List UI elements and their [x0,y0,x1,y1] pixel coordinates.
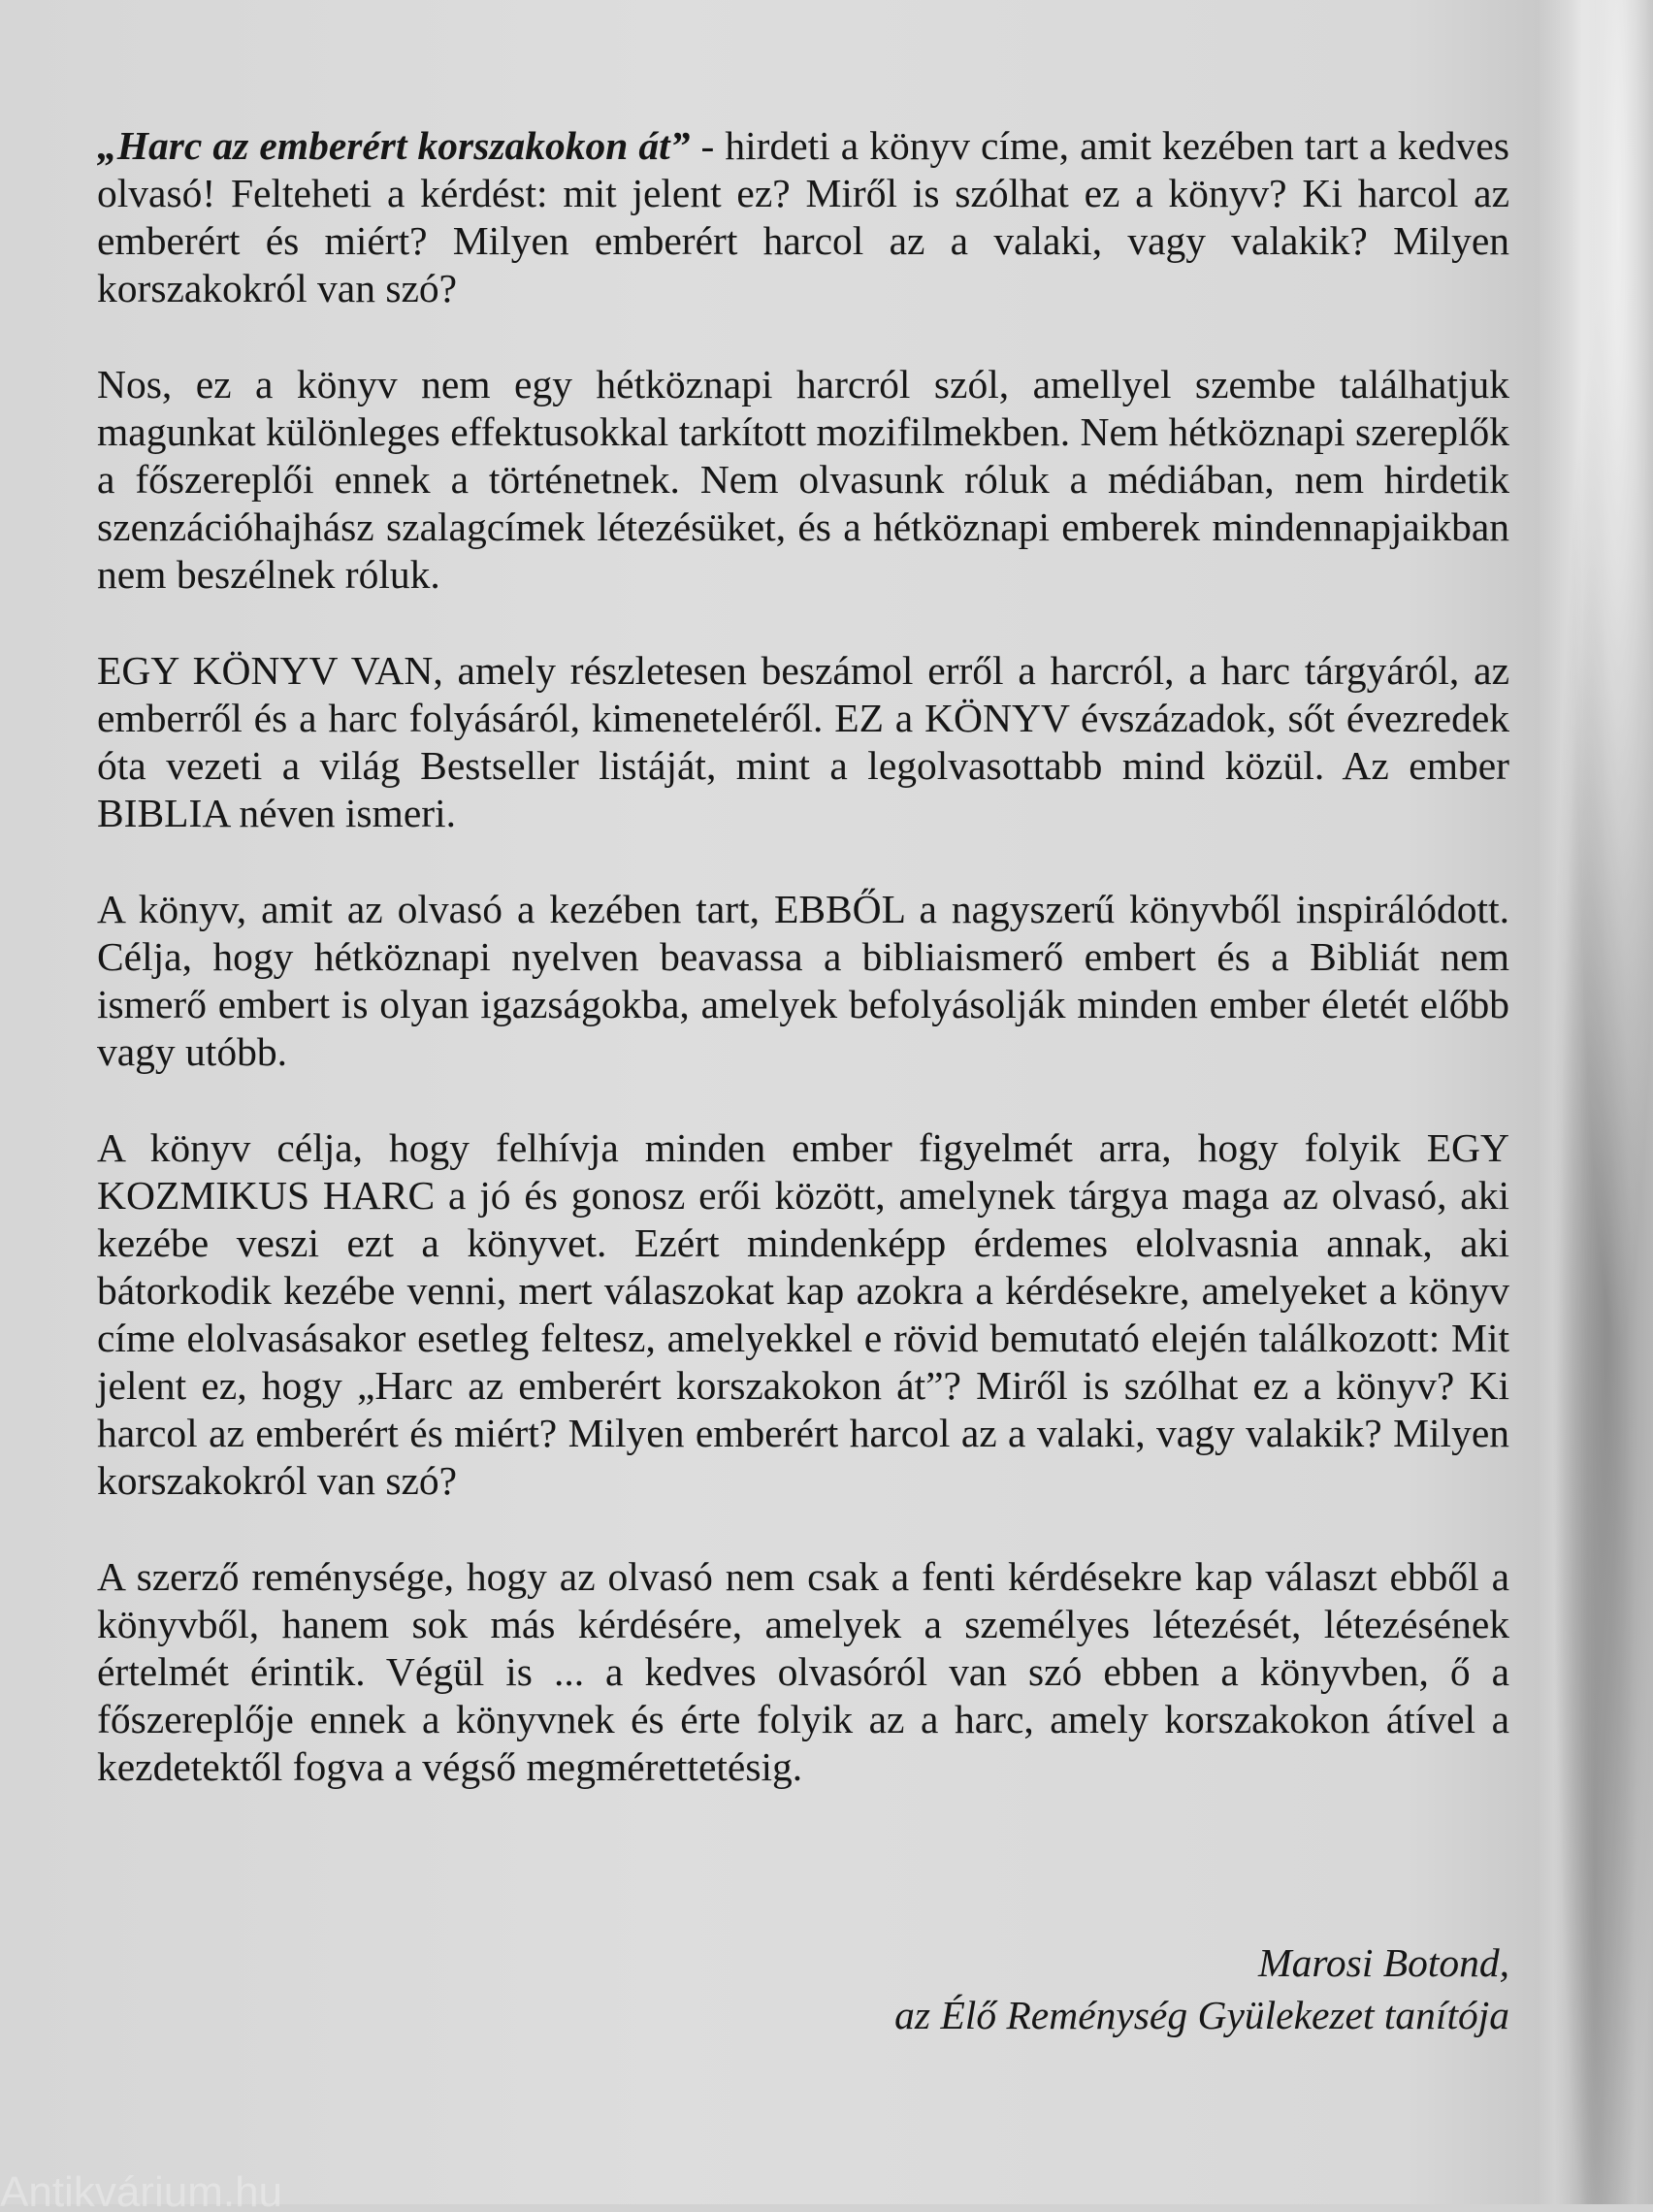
paragraph-1 [97,122,1509,312]
signature [97,1936,1509,2041]
author-name: Marosi Botond, [1258,1940,1509,1985]
blurb-text [97,122,1509,1839]
paragraph-2: Nos, ez a könyv nem egy hétköznapi harcról szól, amellyel szembe találhatjuk magunkat különleges effektusokkal tarkított mozifilmekben. Nem hétköznapi szereplők a főszereplői ennek a történetnek. Nem olvasunk róluk a médiában, nem hirdetik szenzációhajhász szalagcímek létezésüket, és a hétköznapi emberek mindennapjaikban nem beszélnek róluk. [97,362,1509,597]
paragraph-5: A könyv célja, hogy felhívja minden ember figyelmét arra, hogy folyik EGY KOZMIKUS HARC a jó és gonosz erői között, amelynek tárgya maga az olvasó, aki kezébe veszi ezt a könyvet. Ezért mindenképp érdemes elolvasnia annak, aki bátorkodik kezébe venni, mert válaszokat kap azokra a kérdésekre, amelyeket a könyv címe elolvasásakor esetleg feltesz, amelyekkel e rövid bemutató elején találkozott: Mit jelent ez, hogy „Harc az emberért korszakokon át”? Miről is szólhat ez a könyv? Ki harcol az emberért és miért? Milyen emberért harcol az a valaki, vagy valakik? Milyen korszakokról van szó? [97,1125,1509,1503]
paragraph-4: A könyv, amit az olvasó a kezében tart, EBBŐL a nagyszerű könyvből inspirálódott. Célja, hogy hétköznapi nyelven beavassa a bibliaismerő embert és a Bibliát nem ismerő embert is olyan igazságokba, amelyek befolyásolják minden ember életét előbb vagy utóbb. [97,887,1509,1074]
paragraph-6: A szerző reménysége, hogy az olvasó nem csak a fenti kérdésekre kap választ ebből a könyvből, hanem sok más kérdésére, amelyek a személyes létezését, létezésének értelmét érintik. Végül is ... a kedves olvasóról van szó ebben a könyvben, ő a főszereplője ennek a könyvnek és érte folyik az a harc, amely korszakokon átível a kezdetektől fogva a végső megmérettetésig. [97,1554,1509,1789]
author-role: az Élő Reménység Gyülekezet tanítója [894,1993,1509,2037]
paragraph-3: EGY KÖNYV VAN, amely részletesen beszámol erről a harcról, a harc tárgyáról, az emberről és a harc folyásáról, kimeneteléről. EZ a KÖNYV évszázadok, sőt évezredek óta vezeti a világ Bestseller listáját, mint a legolvasottabb mind közül. Az ember BIBLIA néven ismeri. [97,648,1509,835]
paragraph-1-text: - hirdeti a könyv címe, amit kezében tart a kedves olvasó! Felteheti a kérdést: mit jelent ez? Miről is szólhat ez a könyv? Ki harcol az emberért és miért? Milyen emberért harcol az a valaki, vagy valakik? Milyen korszakokról van szó? [97,123,1509,310]
watermark: Antikvárium.hu [0,2173,283,2212]
page-edge-shadow [1537,0,1653,2204]
book-title-quote: „Harc az emberért korszakokon át” [97,123,691,168]
